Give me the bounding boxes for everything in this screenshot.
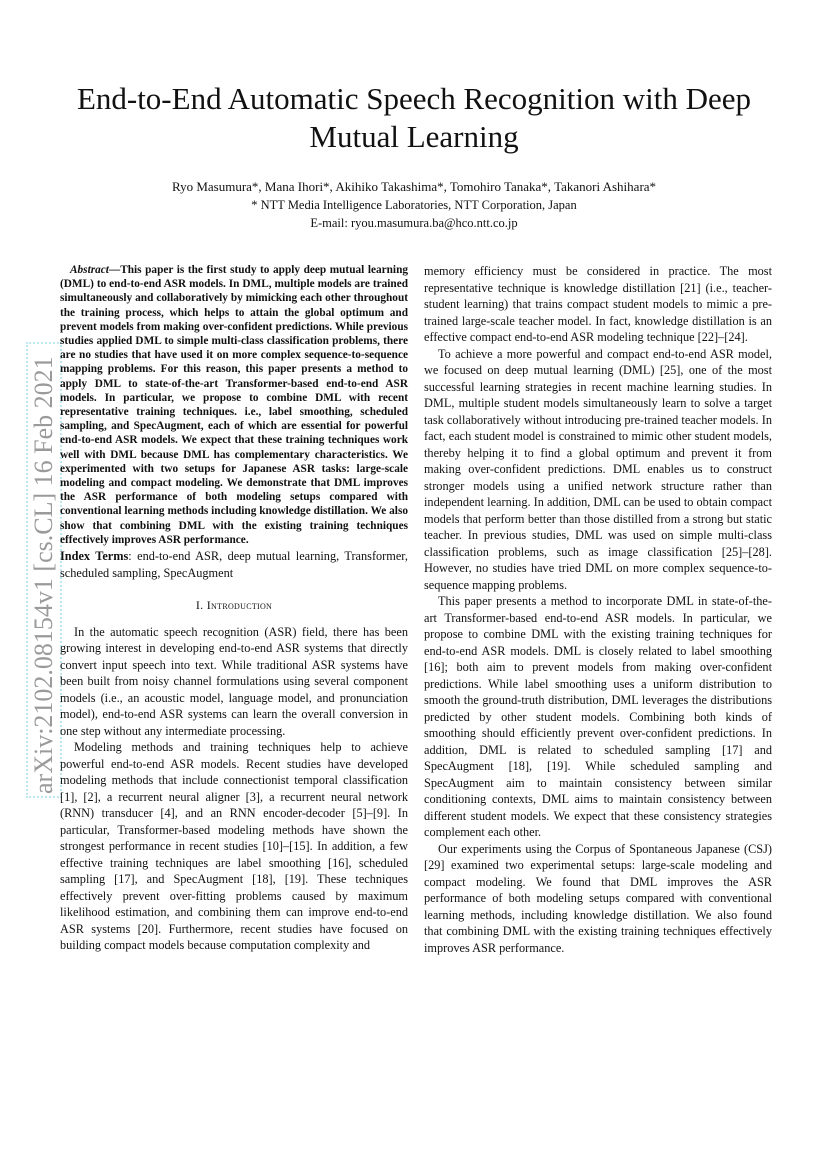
section-title: Introduction: [206, 598, 273, 613]
index-terms-text: : end-to-end ASR, deep mutual learning, Transformer, scheduled sampling, SpecAugment: [60, 549, 408, 580]
index-terms-label: Index Terms: [60, 549, 129, 564]
section-heading: [60, 597, 408, 614]
index-terms: [60, 548, 408, 581]
paragraph: To achieve a more powerful and compact end-to-end ASR model, we focused on deep mutual learning (DML) [25], one of the most successful learning strategies in recent machine learning studies. In DML, multiple student models simultaneously learn to solve a target task collaboratively without introducing pre-trained teacher models. In fact, each student model is constrained to mimic other student models, thereby helping it to find a global optimum and prevent it from making over-confident predictions. DML enables us to construct stronger models using a unified network structure rather than independent learning. In addition, DML can be used to obtain compact models that perform better than those distilled from a strong but static teacher. In previous studies, DML was used on simple multi-class classification problems, such as image classification [25]–[28]. However, no studies have tried DML on more complex sequence-to-sequence mapping problems.: [424, 346, 772, 592]
abstract: [60, 263, 408, 547]
author-list: Ryo Masumura*, Mana Ihori*, Akihiko Takashima*, Tomohiro Tanaka*, Takanori Ashihara*: [171, 179, 657, 194]
affiliation: * NTT Media Intelligence Laboratories, NTT Corporation, Japan: [251, 198, 577, 212]
section-number: I.: [195, 598, 207, 613]
left-column: [60, 263, 408, 954]
paragraph: This paper presents a method to incorporate DML in state-of-the-art Transformer-based end-to-end ASR models. In particular, we propose to combine DML with the existing training techniques for end-to-end ASR models. DML is closely related to label smoothing [16]; both aim to prevent models from making over-confident predictions. While label smoothing uses a uniform distribution to smooth the ground-truth distribution, DML leverages the distributions predicted by other student models. Combining both kinds of smoothing should efficiently prevent over-confident predictions. In addition, DML is related to scheduled sampling [17] and SpecAugment [18], [19]. While scheduled sampling and SpecAugment aim to maintain consistency between similar conditioning contexts, DML aims to maintain consistency between different student models. We expect that these consistency strategies complement each other.: [424, 594, 772, 839]
abstract-lead: Abstract: [70, 264, 109, 276]
paragraph: memory efficiency must be considered in practice. The most representative technique is knowledge distillation [21] (i.e., teacher-student learning) that trains compact student models to mimic a pre-trained large-scale teacher model. In fact, knowledge distillation is an effective compact end-to-end ASR modeling technique [22]–[24].: [424, 264, 772, 344]
arxiv-identifier[interactable]: arXiv:2102.08154v1 [cs.CL] 16 Feb 2021: [24, 340, 64, 800]
paragraph: In the automatic speech recognition (ASR) field, there has been growing interest in developing end-to-end ASR systems that directly convert input speech into text. While traditional ASR systems have been built from noisy channel formulations using several component models (i.e., an acoustic model, language model, and pronunciation model), end-to-end ASR systems can learn the overall conversion in one step without any intermediate processing.: [60, 624, 408, 738]
paper-title: End-to-End Automatic Speech Recognition with Deep Mutual Learning: [76, 81, 752, 154]
contact-email: E-mail: ryou.masumura.ba@hco.ntt.co.jp: [310, 216, 518, 230]
paragraph: Modeling methods and training techniques help to achieve powerful end-to-end ASR models. Recent studies have developed modeling methods that include connectionist temporal classification [1], [2], a recurrent neural aligner [3], a recurrent neural network (RNN) transducer [4], and an RNN encoder-decoder [5]–[9]. In particular, Transformer-based modeling methods have shown the strongest performance in recent studies [10]–[15]. In addition, a few effective training techniques are label smoothing [16], scheduled sampling [17], and SpecAugment [18], [19]. These techniques effectively prevent over-fitting problems caused by maximum likelihood estimation, and combining them can improve end-to-end ASR systems [20]. Furthermore, recent studies have focused on building compact models because computation complexity and: [60, 740, 408, 953]
paragraph: Our experiments using the Corpus of Spontaneous Japanese (CSJ) [29] examined two experimental setups: large-scale modeling and compact modeling. We found that DML improves the ASR performance of both modeling setups compared with conventional learning methods, including knowledge distillation. We also found that combining DML with the existing training techniques effectively improves ASR performance.: [424, 841, 772, 955]
abstract-text: —This paper is the first study to apply deep mutual learning (DML) to end-to-end ASR models. In DML, multiple models are trained simultaneously and collaboratively by mimicking each other throughout the training process, which helps to attain the global optimum and prevent models from making over-confident predictions. While previous studies applied DML to simple multi-class classification problems, there are no studies that have used it on more complex sequence-to-sequence mapping problems. For this reason, this paper presents a method to apply DML to state-of-the-art Transformer-based end-to-end ASR models. In particular, we propose to combine DML with recent representative training techniques. i.e., label smoothing, scheduled sampling, and SpecAugment, each of which are essential for powerful end-to-end ASR models. We expect that these training techniques work well with DML because DML has complementary characteristics. We experimented with two setups for Japanese ASR tasks: large-scale modeling and compact modeling. We demonstrate that DML improves the ASR performance of both modeling setups compared with conventional learning methods including knowledge distillation. We also show that combining DML with the existing training techniques effectively improves ASR performance.: [60, 264, 408, 546]
right-column: [424, 263, 772, 956]
